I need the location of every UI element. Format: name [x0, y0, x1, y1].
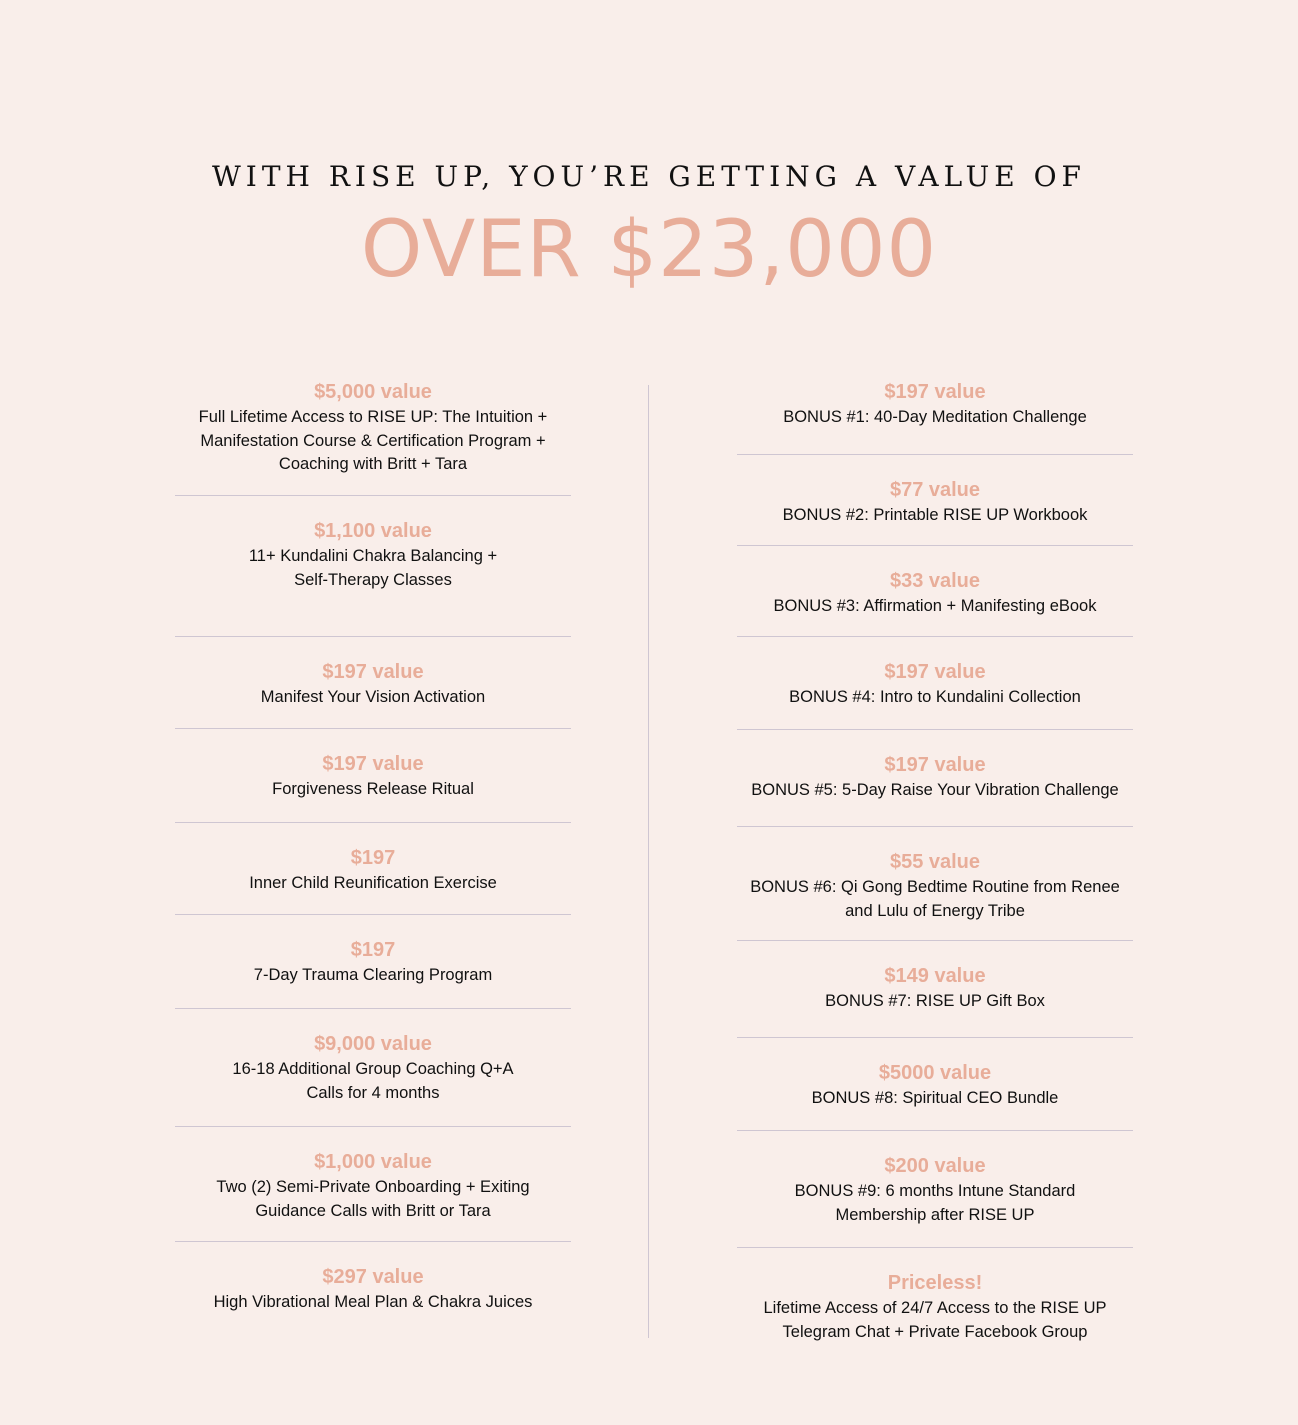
list-item [737, 941, 1133, 1038]
item-price: $5000 value [878, 1062, 992, 1084]
item-price: $197 value [884, 754, 986, 776]
list-item [175, 1242, 571, 1333]
item-description: 11+ Kundalini Chakra Balancing + Self-Therapy Classes [248, 547, 498, 589]
item-description: BONUS #9: 6 months Intune Standard Membership after RISE UP [794, 1182, 1076, 1224]
list-item [737, 455, 1133, 546]
list-item [175, 823, 571, 915]
list-item [737, 1131, 1133, 1248]
item-price: $200 value [884, 1155, 986, 1177]
headline: WITH RISE UP, YOU’RE GETTING A VALUE OF [212, 160, 1086, 193]
item-description: Two (2) Semi-Private Onboarding + Exiting Guidance Calls with Britt or Tara [216, 1178, 530, 1220]
item-description: High Vibrational Meal Plan & Chakra Juices [213, 1293, 533, 1311]
item-price: $1,100 value [314, 520, 432, 542]
item-description: BONUS #5: 5-Day Raise Your Vibration Challenge [751, 781, 1119, 799]
list-item [175, 729, 571, 823]
item-price: $197 value [322, 661, 424, 683]
item-price: $9,000 value [314, 1033, 432, 1055]
list-item [737, 378, 1133, 455]
list-item [175, 1127, 571, 1242]
item-description: Lifetime Access of 24/7 Access to the RISE UP Telegram Chat + Private Facebook Group [763, 1299, 1107, 1341]
item-description: BONUS #4: Intro to Kundalini Collection [789, 688, 1081, 706]
item-price: $197 [350, 939, 396, 961]
item-price: $197 value [322, 753, 424, 775]
list-item [737, 546, 1133, 637]
list-item [175, 1009, 571, 1127]
list-item [737, 1248, 1133, 1349]
item-description: 7-Day Trauma Clearing Program [253, 966, 493, 984]
list-item [175, 915, 571, 1009]
column-divider [648, 385, 649, 1338]
list-item [737, 637, 1133, 730]
list-item [175, 496, 571, 637]
left-column [175, 378, 571, 1333]
list-item [737, 1038, 1133, 1131]
item-description: BONUS #3: Affirmation + Manifesting eBook [773, 597, 1097, 615]
item-description: 16-18 Additional Group Coaching Q+A Calls for 4 months [232, 1060, 514, 1102]
item-price: $1,000 value [314, 1151, 432, 1173]
item-price: $297 value [322, 1266, 424, 1288]
item-price: $33 value [889, 570, 981, 592]
item-description: BONUS #7: RISE UP Gift Box [825, 992, 1045, 1010]
item-description: Inner Child Reunification Exercise [249, 874, 497, 892]
item-price: $197 value [884, 661, 986, 683]
item-price: Priceless! [887, 1272, 983, 1294]
item-description: Forgiveness Release Ritual [272, 780, 474, 798]
item-description: BONUS #1: 40-Day Meditation Challenge [783, 408, 1087, 426]
list-item [175, 378, 571, 496]
item-description: Full Lifetime Access to RISE UP: The Intuition + Manifestation Course & Certification Program + Coaching with Britt + Tara [198, 408, 548, 473]
item-price: $197 value [884, 381, 986, 403]
item-description: BONUS #2: Printable RISE UP Workbook [782, 506, 1088, 524]
list-item [737, 730, 1133, 827]
item-price: $77 value [889, 479, 981, 501]
right-column [737, 378, 1133, 1349]
item-price: $55 value [889, 851, 981, 873]
item-price: $149 value [884, 965, 986, 987]
list-item [175, 637, 571, 729]
item-price: $5,000 value [314, 381, 432, 403]
list-item [737, 827, 1133, 941]
item-description: Manifest Your Vision Activation [260, 688, 486, 706]
item-description: BONUS #8: Spiritual CEO Bundle [811, 1089, 1059, 1107]
total-value: OVER $23,000 [360, 205, 938, 295]
item-price: $197 [350, 847, 396, 869]
item-description: BONUS #6: Qi Gong Bedtime Routine from Renee and Lulu of Energy Tribe [750, 878, 1120, 920]
